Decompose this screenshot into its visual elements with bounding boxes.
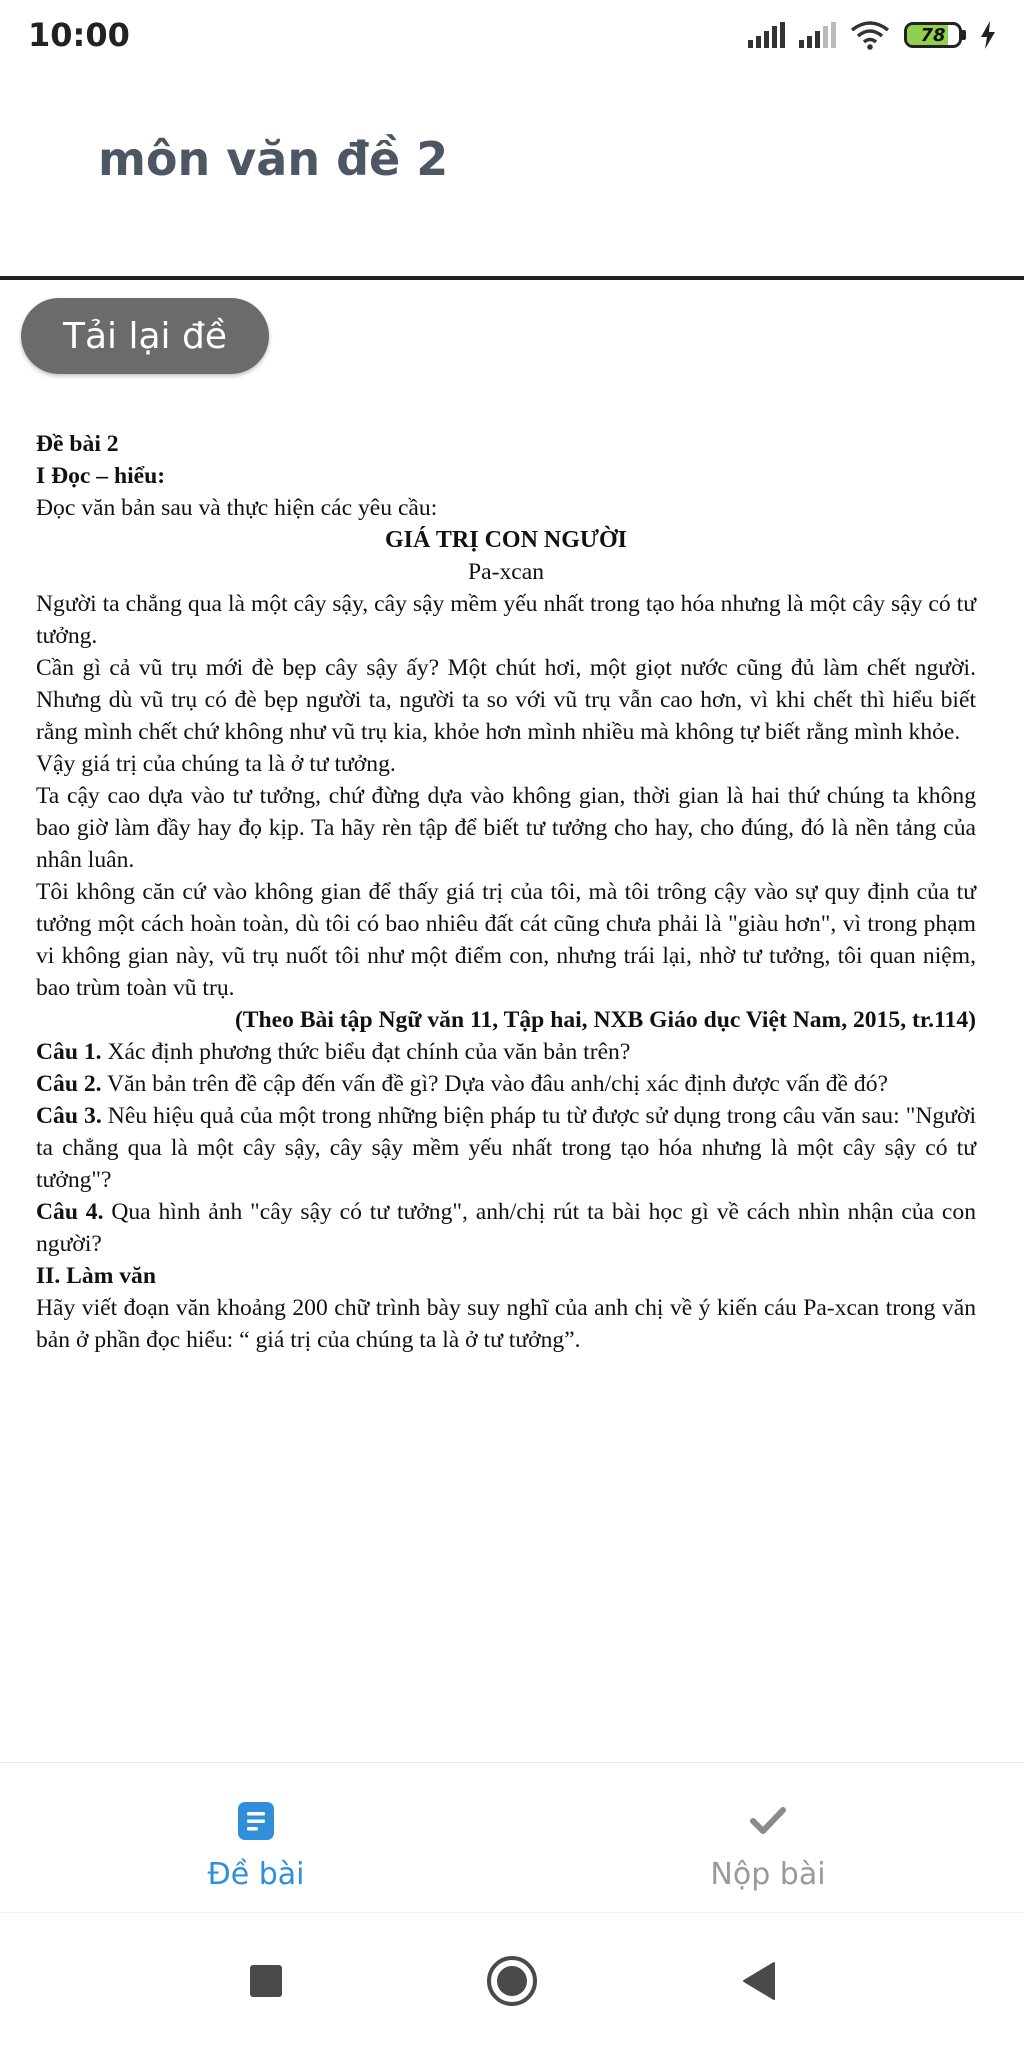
question-2 bbox=[36, 1068, 976, 1100]
reading-instruction: Đọc văn bản sau và thực hiện các yêu cầu: bbox=[36, 495, 438, 521]
section-writing-heading: II. Làm văn bbox=[36, 1263, 156, 1289]
recents-square-icon[interactable] bbox=[238, 1953, 294, 2009]
paragraph: Vậy giá trị của chúng ta là ở tư tưởng. bbox=[36, 751, 396, 777]
reload-exam-button[interactable]: Tải lại đề bbox=[21, 298, 269, 374]
question-4 bbox=[36, 1196, 976, 1260]
question-1 bbox=[36, 1036, 976, 1068]
signal-icon bbox=[799, 22, 836, 48]
bottom-nav bbox=[0, 1762, 1024, 1912]
system-nav-bar bbox=[0, 1912, 1024, 2048]
question-label: Câu 1. bbox=[36, 1039, 102, 1065]
battery-level: 78 bbox=[920, 24, 946, 46]
paragraph: Người ta chẳng qua là một cây sậy, cây sậy mềm yếu nhất trong tạo hóa nhưng là một cây sậy có tư tưởng. bbox=[36, 591, 976, 649]
section-reading-heading: I Đọc – hiểu: bbox=[36, 463, 166, 489]
status-bar bbox=[0, 0, 1024, 70]
app-header bbox=[0, 70, 1024, 280]
paragraph: Cần gì cả vũ trụ mới đè bẹp cây sậy ấy? Một chút hơi, một giọt nước cũng đủ làm chết người. Nhưng dù vũ trụ có đè bẹp người ta, người ta so với vũ trụ vẫn cao hơn, vì khi chết thì hiểu biết rằng mình chết chứ không như vũ trụ kia, khỏe hơn mình nhiều mà không tự biết rằng mình khỏe. bbox=[36, 655, 976, 745]
check-icon bbox=[746, 1799, 790, 1843]
exam-heading: Đề bài 2 bbox=[36, 431, 119, 457]
page-title: môn văn đề 2 bbox=[98, 132, 449, 186]
question-3 bbox=[36, 1100, 976, 1196]
paragraph: Ta cậy cao dựa vào tư tưởng, chứ đừng dựa vào không gian, thời gian là hai thứ chúng ta không bao giờ làm đầy hay đọ kịp. Ta hãy rèn tập để biết tư tưởng cho hay, cho đúng, đó là nền tảng của nhân luân. bbox=[36, 783, 976, 873]
paragraph: Tôi không căn cứ vào không gian để thấy giá trị của tôi, mà tôi trông cậy vào sự quy định của tư tưởng một cách hoàn toàn, dù tôi có bao nhiêu đất cát cũng chưa phải là "giàu hơn", vì trong phạm vi không gian này, vũ trụ nuốt tôi như một điểm con, nhưng trái lại, nhờ tư tưởng, tôi quan niệm, bao trùm toàn vũ trụ. bbox=[36, 879, 976, 1001]
question-label: Câu 4. bbox=[36, 1199, 104, 1225]
battery-icon bbox=[904, 22, 966, 48]
text-source: (Theo Bài tập Ngữ văn 11, Tập hai, NXB Giáo dục Việt Nam, 2015, tr.114) bbox=[234, 1007, 976, 1033]
tab-submit-label: Nộp bài bbox=[710, 1857, 826, 1892]
charging-icon bbox=[980, 21, 996, 49]
wifi-icon bbox=[850, 20, 890, 50]
home-circle-icon[interactable] bbox=[484, 1953, 540, 2009]
exam-document bbox=[36, 428, 976, 1356]
signal-icon bbox=[748, 22, 785, 48]
tab-exam-label: Đề bài bbox=[207, 1857, 305, 1892]
back-triangle-icon[interactable] bbox=[730, 1953, 786, 2009]
question-label: Câu 2. bbox=[36, 1071, 102, 1097]
essay-prompt: Hãy viết đoạn văn khoảng 200 chữ trình bày suy nghĩ của anh chị về ý kiến cáu Pa-xcan trong văn bản ở phần đọc hiểu: “ giá trị của chúng ta là ở tư tưởng”. bbox=[36, 1295, 976, 1353]
status-time: 10:00 bbox=[28, 16, 130, 54]
question-text: Nêu hiệu quả của một trong những biện pháp tu từ được sử dụng trong câu văn sau: "Người ta chẳng qua là một cây sậy, cây sậy mềm yếu nhất trong tạo hóa nhưng là một cây sậy có tư tưởng"? bbox=[36, 1103, 976, 1193]
question-text: Qua hình ảnh "cây sậy có tư tưởng", anh/chị rút ta bài học gì về cách nhìn nhận của con người? bbox=[36, 1199, 976, 1257]
text-author: Pa-xcan bbox=[468, 559, 544, 585]
tab-submit[interactable] bbox=[512, 1763, 1024, 1912]
question-text: Văn bản trên đề cập đến vấn đề gì? Dựa vào đâu anh/chị xác định được vấn đề đó? bbox=[101, 1071, 888, 1097]
question-label: Câu 3. bbox=[36, 1103, 102, 1129]
status-icons bbox=[748, 20, 996, 50]
text-title: GIÁ TRỊ CON NGƯỜI bbox=[384, 527, 628, 553]
tab-exam[interactable] bbox=[0, 1763, 512, 1912]
question-text: Xác định phương thức biểu đạt chính của văn bản trên? bbox=[101, 1039, 631, 1065]
document-icon bbox=[234, 1799, 278, 1843]
